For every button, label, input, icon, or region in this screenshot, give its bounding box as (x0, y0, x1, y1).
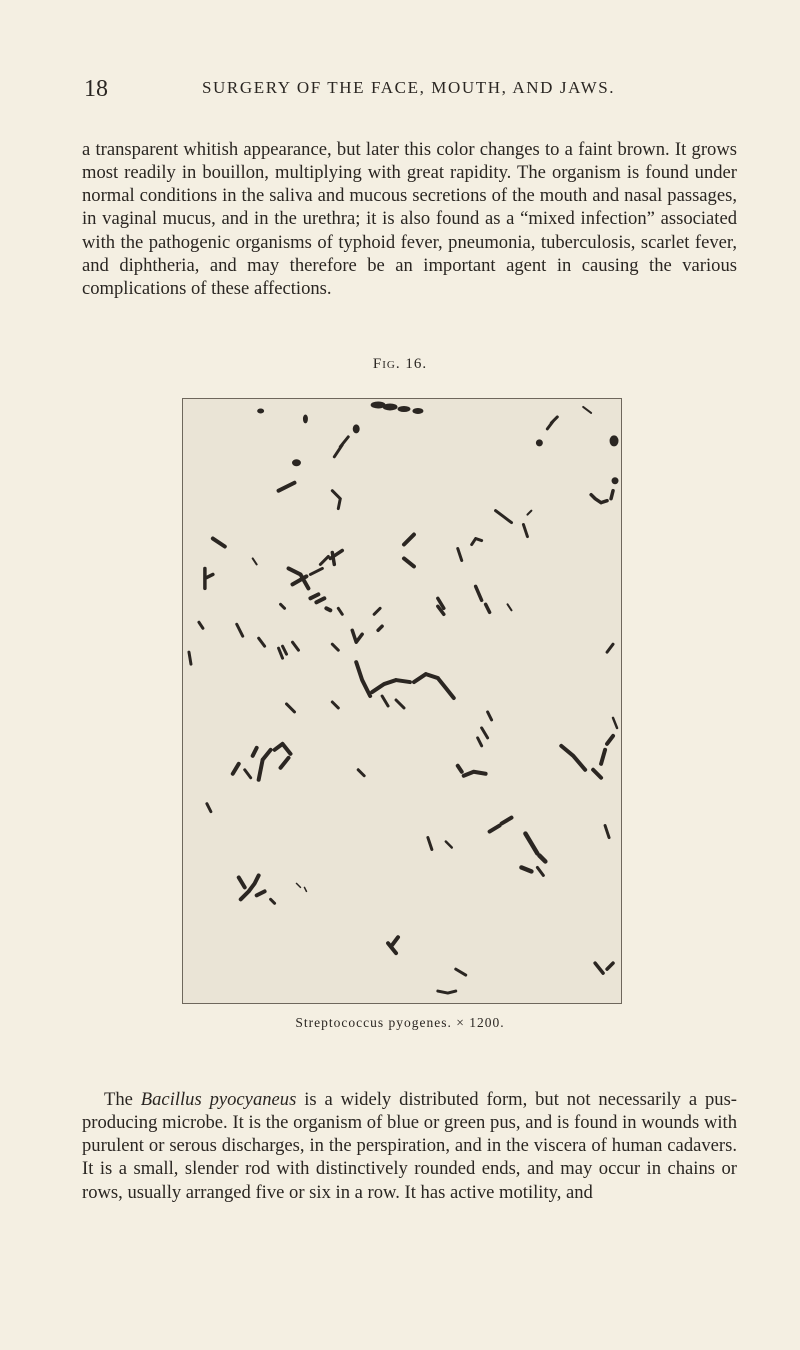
page-number: 18 (84, 76, 108, 102)
paragraph-2-rest: is a widely distributed form, but not necessarily a pus-producing microbe. It is the organism of blue or green pus, and is found in wounds with purulent or serous discharges, in the perspiration, and in the viscera of human cadavers. It is a small, slender rod with distinctively rounded ends, and may occur in chains or rows, usually arranged five or six in a row. It has active motility, and (82, 1088, 737, 1203)
micrograph-illustration (183, 399, 621, 1003)
paragraph-1: a transparent whitish appearance, but later this color changes to a faint brown. It grows most readily in bouillon, multiplying with great rapidity. The organism is found under normal conditions in the saliva and mucous secretions of the mouth and nasal passages, in vaginal mucus, and in the urethra; it is also found as a “mixed infection” associated with the pathogenic organisms of typhoid fever, pneumonia, tuberculosis, scarlet fever, and diphtheria, and may therefore be an important agent in causing the various complications of these affections. (82, 138, 737, 300)
figure-caption: Streptococcus pyogenes. × 1200. (295, 1015, 505, 1030)
figure-label: Fig. 16. (372, 356, 428, 372)
paragraph-2 (82, 1088, 737, 1204)
figure-plate (182, 398, 622, 1004)
species-name: Bacillus pyocyaneus (140, 1088, 297, 1110)
page-header (62, 76, 742, 106)
paragraph-2-lead: The (104, 1088, 141, 1110)
running-head: SURGERY OF THE FACE, MOUTH, AND JAWS. (202, 78, 616, 97)
